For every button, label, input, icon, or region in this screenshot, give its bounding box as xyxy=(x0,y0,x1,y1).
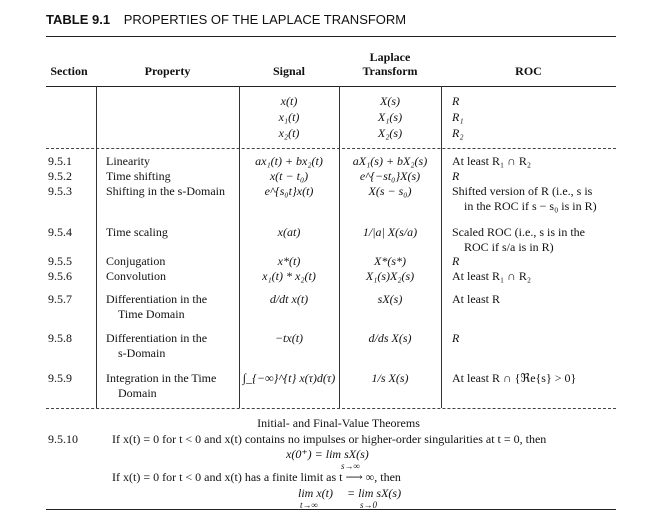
roc-cell: At least R ∩ {ℜe{s} > 0} xyxy=(452,371,577,385)
header-roc: ROC xyxy=(515,64,542,78)
signal-cell: −tx(t) xyxy=(274,331,304,345)
transform-cell: X(s − s₀) xyxy=(368,184,412,198)
theorem-heading: Initial- and Final-Value Theorems xyxy=(257,416,420,430)
theorem-separator xyxy=(46,408,616,409)
theorem-eq2-left: lim x(t) xyxy=(298,486,333,500)
signal-cell: x*(t) xyxy=(277,254,301,268)
property-name: Integration in the Time xyxy=(106,371,217,385)
signal-cell: ∫_{−∞}^{t} x(τ)d(τ) xyxy=(242,371,336,385)
property-name: Linearity xyxy=(106,154,150,168)
roc-cell: At least R₁ ∩ R₂ xyxy=(452,154,532,168)
basis-transform: X(s) xyxy=(380,94,400,108)
roc-cell: At least R₁ ∩ R₂ xyxy=(452,269,532,283)
section-number: 9.5.4 xyxy=(48,225,72,239)
property-name: Convolution xyxy=(106,269,167,283)
header-property: Property xyxy=(144,64,191,78)
section-number: 9.5.9 xyxy=(48,371,72,385)
basis-transform: X₂(s) xyxy=(377,126,403,140)
roc-cell: R xyxy=(452,331,460,345)
section-number: 9.5.6 xyxy=(48,269,72,283)
signal-cell: d/dt x(t) xyxy=(269,292,309,306)
signal-cell: x₁(t) * x₂(t) xyxy=(262,269,316,283)
header-signal: Signal xyxy=(272,64,305,78)
basis-roc: R₂ xyxy=(452,126,464,140)
basis-roc: R xyxy=(452,94,460,108)
basis-roc: R₁ xyxy=(452,110,464,124)
signal-cell: x(at) xyxy=(277,225,301,239)
transform-cell: 1/|a| X(s/a) xyxy=(362,225,418,239)
column-divider xyxy=(441,86,442,408)
table-title-text: PROPERTIES OF THE LAPLACE TRANSFORM xyxy=(123,12,407,27)
theorem-eq2-limit-t: t→∞ xyxy=(300,500,318,510)
section-number: 9.5.8 xyxy=(48,331,72,345)
theorem-section: 9.5.10 xyxy=(48,432,78,446)
theorem-eq2-mid: = lim sX(s) xyxy=(347,486,402,500)
basis-transform: X₁(s) xyxy=(377,110,403,124)
signal-cell: ax₁(t) + bx₂(t) xyxy=(255,154,323,168)
roc-cell: Shifted version of R (i.e., s is xyxy=(452,184,593,198)
section-number: 9.5.7 xyxy=(48,292,72,306)
table-title xyxy=(46,12,406,27)
header-rule xyxy=(46,86,616,87)
transform-cell: 1/s X(s) xyxy=(371,371,409,385)
theorem-eq1: x(0⁺) = lim sX(s) xyxy=(286,447,369,461)
roc-cell: R xyxy=(452,254,460,268)
property-name: Shifting in the s-Domain xyxy=(106,184,225,198)
basis-signal: x₁(t) xyxy=(278,110,300,124)
header-transform-line1: Laplace xyxy=(369,50,411,64)
basis-signal: x₂(t) xyxy=(278,126,300,140)
bottom-rule xyxy=(46,509,616,510)
basis-separator xyxy=(46,148,616,149)
signal-cell: e^{s₀t}x(t) xyxy=(264,184,314,198)
property-name: Differentiation in the xyxy=(106,331,208,345)
section-number: 9.5.3 xyxy=(48,184,72,198)
header-transform-line2: Transform xyxy=(362,64,418,78)
section-number: 9.5.1 xyxy=(48,154,72,168)
theorem-line1: If x(t) = 0 for t < 0 and x(t) contains no impulses or higher-order singularities at t = 0, then xyxy=(112,432,547,446)
theorem-eq1-limit: s→∞ xyxy=(341,461,360,471)
table-number: TABLE 9.1 xyxy=(46,12,111,27)
property-name: Differentiation in the xyxy=(106,292,208,306)
signal-cell: x(t − t₀) xyxy=(269,169,309,183)
section-number: 9.5.2 xyxy=(48,169,72,183)
roc-cell-cont: in the ROC if s − s₀ is in R) xyxy=(464,199,597,213)
theorem-line2: If x(t) = 0 for t < 0 and x(t) has a finite limit as t ⟶ ∞, then xyxy=(112,470,401,484)
transform-cell: sX(s) xyxy=(377,292,403,306)
header-section: Section xyxy=(50,64,88,78)
transform-cell: e^{−st₀}X(s) xyxy=(359,169,421,183)
basis-signal: x(t) xyxy=(280,94,298,108)
roc-cell: At least R xyxy=(452,292,500,306)
section-number: 9.5.5 xyxy=(48,254,72,268)
property-name-cont: Time Domain xyxy=(118,307,185,321)
property-name: Time scaling xyxy=(106,225,168,239)
property-name-cont: Domain xyxy=(118,386,157,400)
top-rule xyxy=(46,36,616,37)
theorem-eq2-limit-s: s→0 xyxy=(360,500,378,510)
column-divider xyxy=(96,86,97,408)
transform-cell: d/ds X(s) xyxy=(368,331,412,345)
transform-cell: aX₁(s) + bX₂(s) xyxy=(352,154,428,168)
property-name: Conjugation xyxy=(106,254,166,268)
roc-cell: Scaled ROC (i.e., s is in the xyxy=(452,225,585,239)
property-name-cont: s-Domain xyxy=(118,346,166,360)
property-name: Time shifting xyxy=(106,169,171,183)
roc-cell: R xyxy=(452,169,460,183)
transform-cell: X₁(s)X₂(s) xyxy=(365,269,415,283)
roc-cell-cont: ROC if s/a is in R) xyxy=(464,240,554,254)
transform-cell: X*(s*) xyxy=(374,254,406,268)
